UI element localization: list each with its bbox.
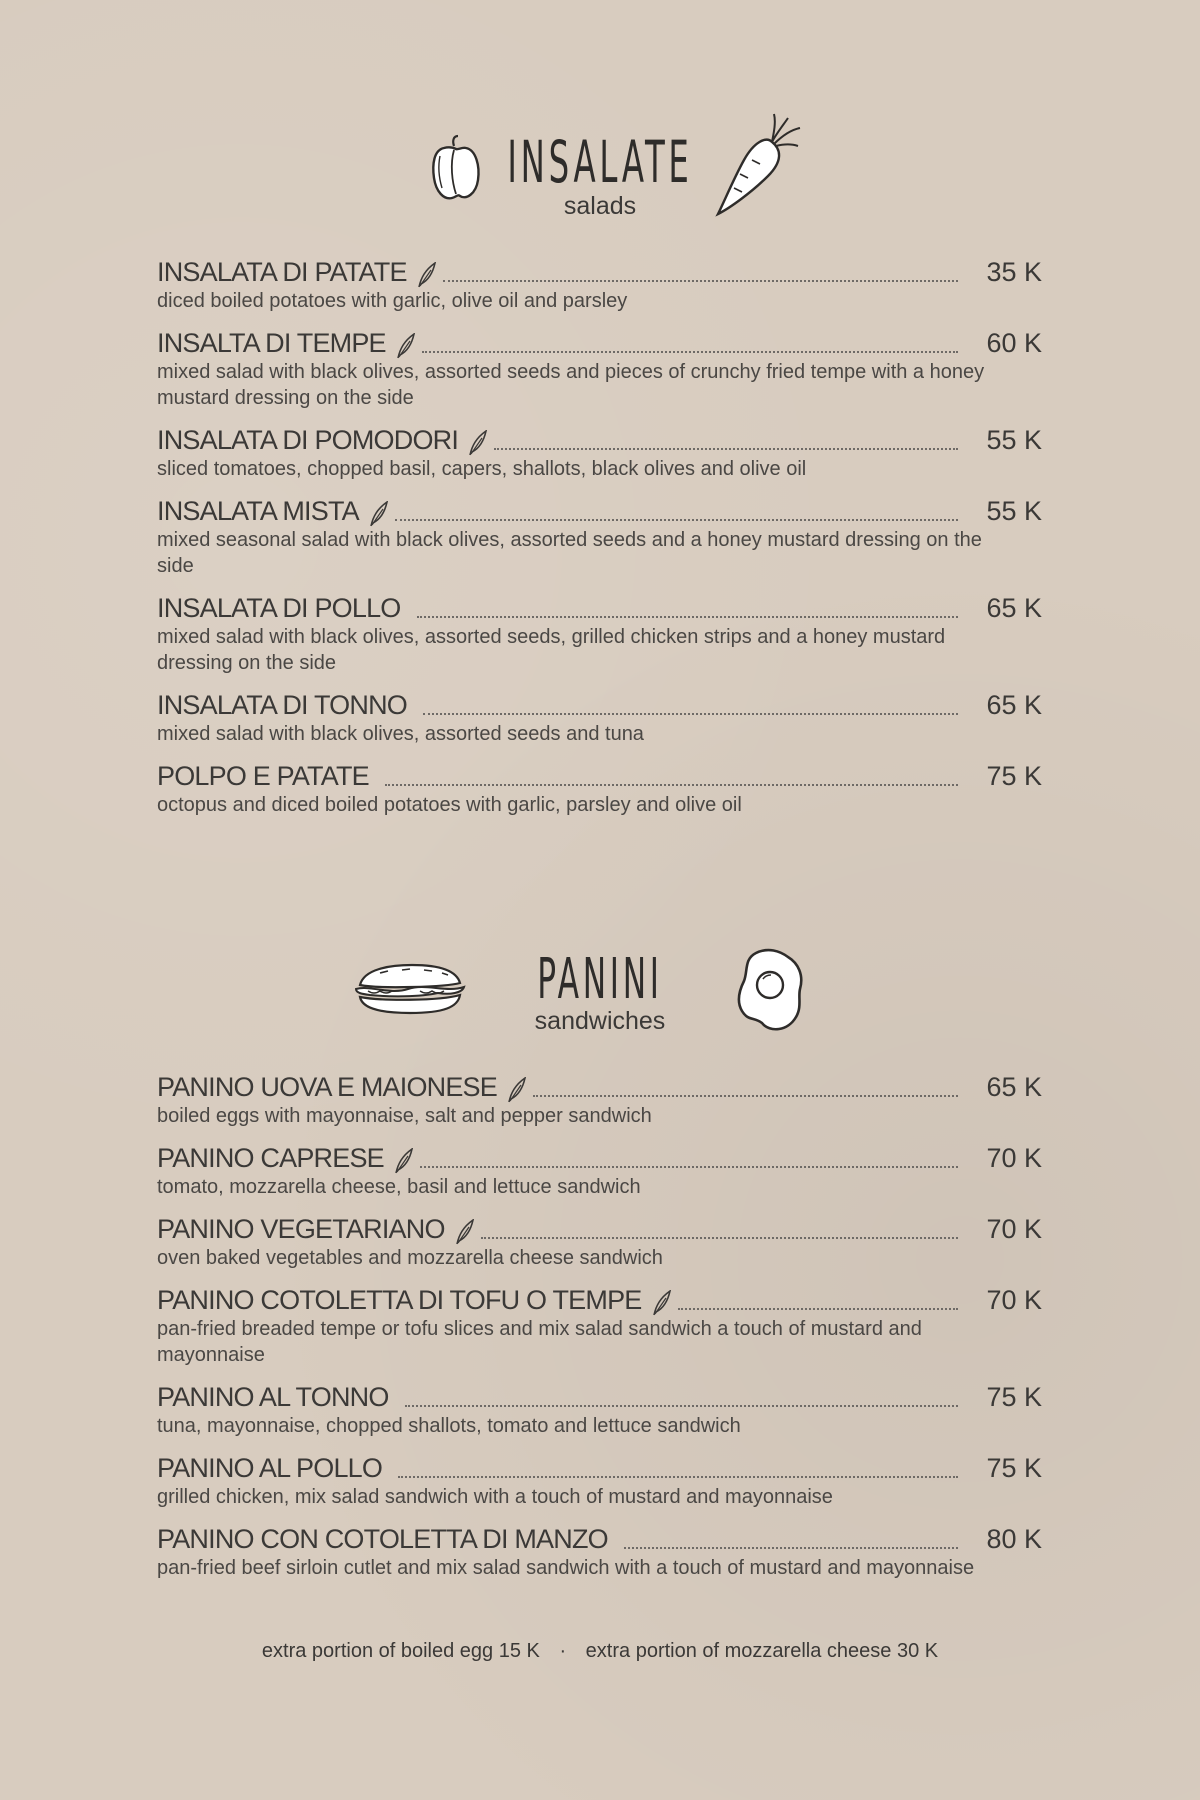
sandwiches-section [0, 925, 1200, 1579]
leaf-icon [394, 1148, 414, 1174]
menu-item [157, 1452, 1042, 1510]
sandwiches-subtitle: sandwiches [534, 1007, 666, 1035]
leader-dots [417, 616, 959, 618]
extras-note [0, 1640, 1200, 1663]
extra-egg-note: extra portion of boiled egg 15 K [261, 1640, 540, 1662]
leader-dots [398, 1476, 958, 1478]
item-description: tuna, mayonnaise, chopped shallots, tomato and lettuce sandwich [157, 1415, 741, 1437]
item-name: PANINO CAPRESE [157, 1143, 384, 1173]
leader-dots [443, 280, 958, 282]
item-name: INSALATA DI TONNO [157, 690, 407, 720]
item-price: 70 K [986, 1214, 1042, 1244]
menu-item [157, 1071, 1042, 1129]
sandwiches-title: PANINI [537, 947, 663, 1012]
item-price: 75 K [986, 1453, 1042, 1483]
sandwiches-list [157, 1071, 1042, 1594]
item-name: PANINO VEGETARIANO [157, 1214, 445, 1244]
item-name: POLPO E PATATE [157, 761, 369, 791]
item-description: mixed seasonal salad with black olives, assorted seeds and a honey mustard dressing on the side [157, 529, 982, 577]
leaf-icon [369, 501, 389, 527]
leaf-icon [396, 333, 416, 359]
item-price: 65 K [986, 1072, 1042, 1102]
menu-item [157, 1523, 1042, 1581]
leader-dots [494, 448, 958, 450]
menu-item [157, 1142, 1042, 1200]
leader-dots [422, 351, 958, 353]
menu-item [157, 1381, 1042, 1439]
leader-dots [533, 1095, 958, 1097]
menu-item [157, 1213, 1042, 1271]
item-description: mixed salad with black olives, assorted seeds and pieces of crunchy fried tempe with a honey mustard dressing on the side [157, 361, 985, 409]
item-name: INSALTA DI TEMPE [157, 328, 386, 358]
leaf-icon [417, 262, 437, 288]
menu-item [157, 592, 1042, 676]
item-price: 55 K [986, 425, 1042, 455]
menu-item [157, 327, 1042, 411]
fried-egg-icon [736, 947, 806, 1033]
leader-dots [423, 713, 958, 715]
item-name: PANINO CON COTOLETTA DI MANZO [157, 1524, 608, 1554]
leaf-icon [455, 1219, 475, 1245]
item-name: INSALATA DI POLLO [157, 593, 401, 623]
item-price: 65 K [986, 690, 1042, 720]
item-name: PANINO COTOLETTA DI TOFU O TEMPE [157, 1285, 642, 1315]
item-description: oven baked vegetables and mozzarella cheese sandwich [157, 1247, 663, 1269]
item-name: PANINO AL POLLO [157, 1453, 383, 1483]
leaf-icon [468, 430, 488, 456]
item-description: grilled chicken, mix salad sandwich with a touch of mustard and mayonnaise [157, 1486, 833, 1508]
item-price: 70 K [986, 1285, 1042, 1315]
salads-section [0, 110, 1200, 816]
leader-dots [420, 1166, 958, 1168]
item-price: 75 K [986, 761, 1042, 791]
item-description: pan-fried beef sirloin cutlet and mix salad sandwich with a touch of mustard and mayonnaise [157, 1557, 975, 1579]
leader-dots [624, 1547, 958, 1549]
item-price: 70 K [986, 1143, 1042, 1173]
menu-item [157, 760, 1042, 818]
item-description: diced boiled potatoes with garlic, olive oil and parsley [157, 290, 628, 312]
item-description: boiled eggs with mayonnaise, salt and pepper sandwich [157, 1105, 652, 1127]
salads-subtitle: salads [563, 192, 637, 220]
item-price: 75 K [986, 1382, 1042, 1412]
sandwiches-header [0, 925, 1200, 1045]
leader-dots [395, 519, 958, 521]
menu-item [157, 495, 1042, 579]
leader-dots [385, 784, 958, 786]
menu-item [157, 1284, 1042, 1368]
item-price: 35 K [986, 257, 1042, 287]
item-price: 65 K [986, 593, 1042, 623]
item-name: INSALATA MISTA [157, 496, 359, 526]
item-price: 80 K [986, 1524, 1042, 1554]
menu-item [157, 424, 1042, 482]
item-description: tomato, mozzarella cheese, basil and lettuce sandwich [157, 1176, 641, 1198]
item-description: mixed salad with black olives, assorted seeds and tuna [157, 723, 644, 745]
salads-list [157, 256, 1042, 831]
menu-item [157, 689, 1042, 747]
item-name: INSALATA DI PATATE [157, 257, 407, 287]
item-price: 60 K [986, 328, 1042, 358]
item-description: sliced tomatoes, chopped basil, capers, shallots, black olives and olive oil [157, 458, 807, 480]
item-description: octopus and diced boiled potatoes with garlic, parsley and olive oil [157, 794, 742, 816]
item-price: 55 K [986, 496, 1042, 526]
item-name: PANINO UOVA E MAIONESE [157, 1072, 497, 1102]
leader-dots [678, 1308, 959, 1310]
leader-dots [481, 1237, 958, 1239]
item-description: pan-fried breaded tempe or tofu slices and mix salad sandwich a touch of mustard and mayonnaise [157, 1318, 922, 1366]
item-name: PANINO AL TONNO [157, 1382, 389, 1412]
extra-mozzarella-note: extra portion of mozzarella cheese 30 K [585, 1640, 939, 1662]
salads-header [0, 110, 1200, 230]
separator-dot: · [559, 1640, 567, 1662]
leaf-icon [507, 1077, 527, 1103]
item-name: INSALATA DI POMODORI [157, 425, 459, 455]
carrot-icon [714, 112, 804, 218]
leader-dots [405, 1405, 958, 1407]
item-description: mixed salad with black olives, assorted seeds, grilled chicken strips and a honey mustard dressing on the side [157, 626, 946, 674]
leaf-icon [652, 1290, 672, 1316]
salads-title: INSALATE [507, 128, 693, 196]
menu-item [157, 256, 1042, 314]
